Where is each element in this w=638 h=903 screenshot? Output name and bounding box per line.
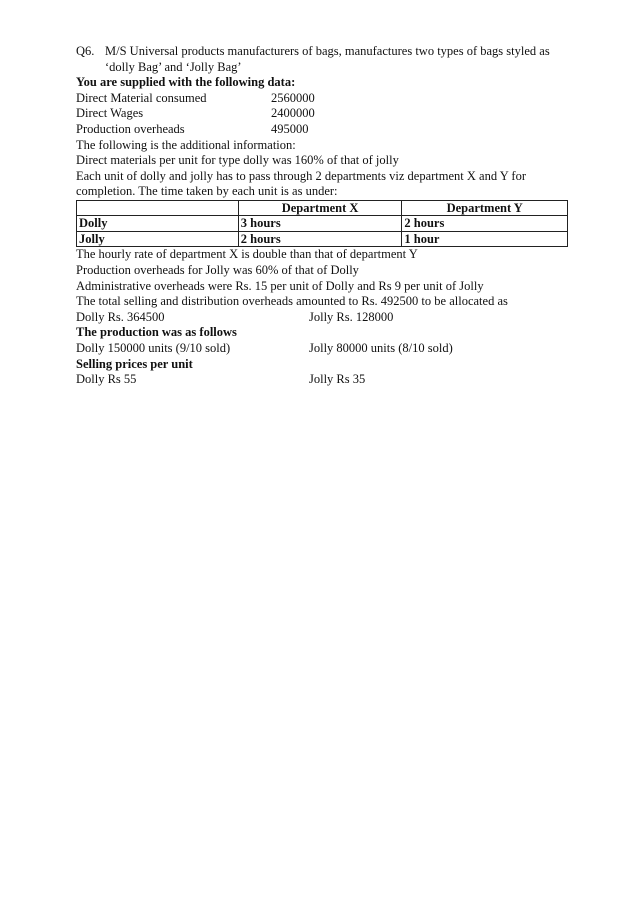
cost-value: 2400000 xyxy=(271,106,315,121)
production-dolly: Dolly 150000 units (9/10 sold) xyxy=(76,341,231,355)
cost-value: 2560000 xyxy=(271,90,315,105)
table-row xyxy=(77,231,568,247)
additional-info: The following is the additional information: xyxy=(76,137,296,152)
cost-label: Direct Material consumed xyxy=(76,90,207,105)
cost-row-wages xyxy=(76,106,568,122)
table-cell: 3 hours xyxy=(238,216,402,232)
price-dolly: Dolly Rs 55 xyxy=(76,372,137,387)
hourly-rate: The hourly rate of department X is double than that of department Y xyxy=(76,247,418,262)
production-row xyxy=(76,341,568,357)
time-table xyxy=(76,200,568,248)
question-number: Q6. xyxy=(76,44,95,58)
price-jolly: Jolly Rs 35 xyxy=(309,372,366,387)
question-block xyxy=(76,44,568,75)
table-cell: 2 hours xyxy=(238,231,402,247)
table-row xyxy=(77,216,568,232)
cost-value: 495000 xyxy=(271,121,309,136)
table-cell: 1 hour xyxy=(402,231,568,247)
cost-row-overheads xyxy=(76,122,568,138)
question-text: M/S Universal products manufacturers of bags, manufactures two types of bags styled as ‘dolly Bag’ and ‘Jolly Bag’ xyxy=(105,44,550,74)
prices-row xyxy=(76,372,568,388)
table-header-row xyxy=(77,200,568,216)
production-jolly: Jolly 80000 units (8/10 sold) xyxy=(309,341,453,355)
cost-label: Direct Wages xyxy=(76,106,144,121)
table-header-cell xyxy=(77,200,239,216)
cost-row-material xyxy=(76,91,568,107)
prices-heading: Selling prices per unit xyxy=(76,356,193,371)
table-cell: Dolly xyxy=(77,216,239,232)
allocation-jolly: Jolly Rs. 128000 xyxy=(309,309,394,324)
document-page xyxy=(76,44,568,388)
table-cell: 2 hours xyxy=(402,216,568,232)
departments-intro: Each unit of dolly and jolly has to pass through 2 departments viz department X and Y for completion. The time taken by each unit is as under: xyxy=(76,168,527,199)
table-header-cell: Department X xyxy=(238,200,402,216)
allocation-row xyxy=(76,310,568,326)
cost-label: Production overheads xyxy=(76,121,185,136)
prod-overheads-jolly: Production overheads for Jolly was 60% of that of Dolly xyxy=(76,263,359,278)
material-ratio: Direct materials per unit for type dolly was 160% of that of jolly xyxy=(76,153,399,168)
table-header-cell: Department Y xyxy=(402,200,568,216)
supplied-heading: You are supplied with the following data: xyxy=(76,75,296,90)
admin-overheads: Administrative overheads were Rs. 15 per unit of Dolly and Rs 9 per unit of Jolly xyxy=(76,278,484,293)
allocation-dolly: Dolly Rs. 364500 xyxy=(76,309,165,324)
production-heading: The production was as follows xyxy=(76,325,237,340)
table-cell: Jolly xyxy=(77,231,239,247)
selling-overheads: The total selling and distribution overheads amounted to Rs. 492500 to be allocated as xyxy=(76,294,508,309)
